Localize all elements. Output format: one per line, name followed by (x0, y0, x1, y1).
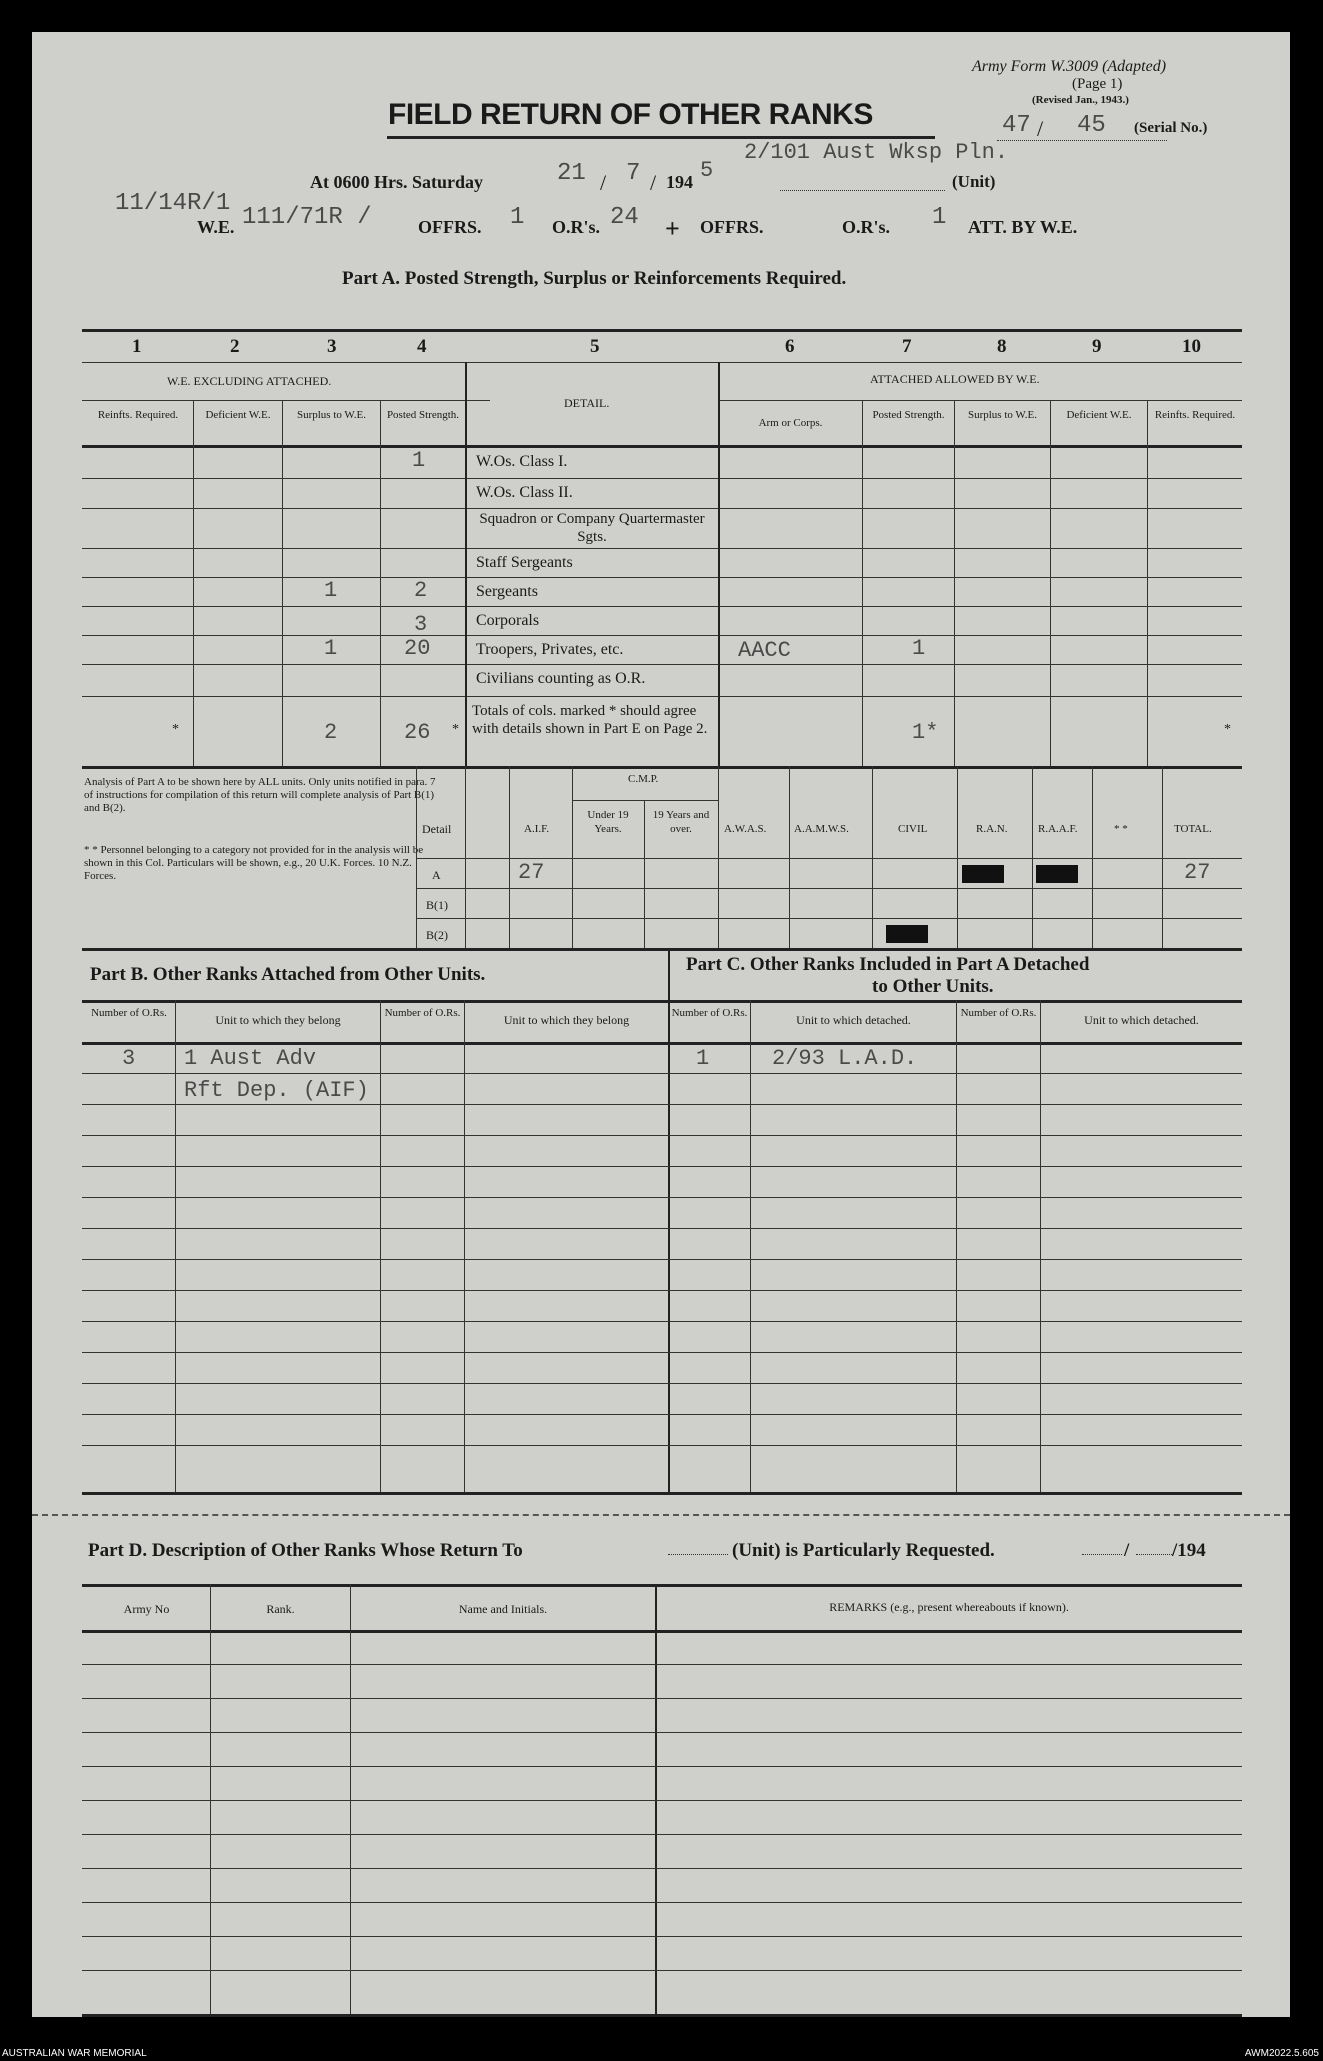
detail-corporals: Corporals (476, 612, 540, 629)
part-a-title: Part A. Posted Strength, Surplus or Reinforcements Required. (342, 268, 847, 289)
group-we-excluding: W.E. EXCLUDING ATTACHED. (167, 374, 332, 388)
part-b-row1-unit: 1 Aust Adv (184, 1046, 317, 1071)
part-c-col-unit-2: Unit to which detached. (1084, 1013, 1199, 1027)
detail-qm-sgts: Squadron or Company Quartermaster Sgts. (479, 511, 705, 545)
ors2-label: O.R's. (842, 217, 891, 237)
part-b-row2-unit: Rft Dep. (AIF) (184, 1078, 369, 1103)
we-value: 111/71R / (242, 204, 372, 231)
date-year-typed: 5 (700, 158, 714, 183)
part-c-title: Part C. Other Ranks Included in Part A Detached (686, 954, 1090, 975)
part-c-row1-number: 1 (696, 1046, 710, 1071)
at-line: At 0600 Hrs. Saturday (310, 172, 484, 192)
part-d-year: /194 (1172, 1540, 1206, 1561)
footer-right: AWM2022.5.605 (1244, 2048, 1319, 2059)
title-underline (387, 136, 935, 139)
form-number: Army Form W.3009 (Adapted) (972, 58, 1167, 75)
we-label: W.E. (197, 217, 235, 237)
totals-star-1: * (172, 722, 179, 737)
form-sheet: Army Form W.3009 (Adapted) (Page 1) (Revised Jan., 1943.) FIELD RETURN OF OTHER RANKS 47 / 45 (Serial No.) 2/101 Aust Wksp Pln. (Unit) At 0600 Hrs. Saturday 21 / 7 / 194 5 11/14R/1 W.E. 111/71R / OFFRS. 1 O.R's. 24 + OFFRS. O.R's. 1 ATT. BY W.E. Part A. Posted Strength, Surplus or Reinforcements Required. 1 2 3 4 5 6 7 8 9 10 W.E. EXCLUDING ATTACHED. ATTACHED ALLOWED BY W.E. DETAIL. Reinfts. Required. Deficient W.E. Surplus to W.E. Posted Strength. Arm or Corps. Posted Strength. Surplus to W.E. Deficient W.E. Reinfts. Required. W.Os. Class I. 1 W.Os. Class II. Squadron or Company Quartermaster Sgts. Staff Sergeants Sergeants 1 2 Corporals 3 Troopers, Privates, etc. 1 20 AACC 1 Civilians counting as O.R. Totals of cols. marked * should agree with details shown in Part E on Page 2. * 2 26 * 1* * Analysis of Part A to be shown here by ALL units. Only units notified in para. 7 of instructions for compilation of this return will complete analysis of Part B(1) and B(2). * * Personnel belonging to a category not provided for in the analysis will be shown in this Col. Particulars will be shown, e.g., 20 U.K. Forces. 10 N.Z. Forces. Detail A.I.F. C.M.P. Under 19 Years. 19 Years and over. A.W.A.S. A.A.M.W.S. CIVIL R.A.N. R.A.A.F. * * TOTAL. A B(1) B(2) 27 27 Part B. Other Ranks Attached from Other Units. Part C. Other Ranks Included in Part A Detached to Other Units. Number of O.Rs. Unit to which they belong Number of O.Rs. Unit to which they belong Number of O.Rs. Unit to which detached. Number of O.Rs. Unit to which detached. 3 1 Aust Adv Rft Dep. (AIF) 1 2/93 L.A.D. Part D. Description of Other Ranks Whose Return To (Unit) is Particularly Requested. / /194 Army No Rank. Name and Initials. REMARKS (e.g., present whereabouts if known). (32, 32, 1290, 2017)
totals-surplus: 2 (324, 720, 338, 745)
part-c-title-2: to Other Units. (872, 976, 994, 997)
surplus-troopers: 1 (324, 636, 338, 661)
analysis-stars: * * (1114, 823, 1128, 835)
ors-label: O.R's. (552, 217, 601, 237)
analysis-row-b2: B(2) (426, 928, 448, 942)
analysis-note: Analysis of Part A to be shown here by ALL units. Only units notified in para. 7 of instructions for compilation of this return will complete analysis of Part B(1) and B(2). (84, 776, 436, 814)
arm-corps-troopers: AACC (738, 638, 791, 663)
part-b-col-number-1: Number of O.Rs. (91, 1007, 167, 1019)
part-b-row1-number: 3 (122, 1046, 136, 1071)
revised-date: (Revised Jan., 1943.) (1032, 94, 1129, 106)
att-label: ATT. BY W.E. (968, 217, 1078, 237)
col-number-6: 6 (785, 336, 795, 357)
ors-value: 24 (610, 204, 639, 231)
analysis-ran: R.A.N. (976, 823, 1008, 835)
redaction-raaf (1036, 865, 1078, 883)
group-attached: ATTACHED ALLOWED BY W.E. (870, 372, 1040, 386)
analysis-aif: A.I.F. (524, 823, 550, 835)
part-b-col-number-2: Number of O.Rs. (384, 1007, 461, 1019)
redaction-ran (962, 865, 1004, 883)
unit-typed: 2/101 Aust Wksp Pln. (744, 140, 1009, 165)
col-number-2: 2 (230, 336, 240, 357)
col-number-10: 10 (1182, 336, 1201, 357)
posted-att-troopers: 1 (912, 636, 926, 661)
col-number-7: 7 (902, 336, 912, 357)
analysis-civil: CIVIL (898, 823, 928, 835)
part-c-col-number-2: Number of O.Rs. (960, 1007, 1037, 1019)
redaction-civil (886, 925, 928, 943)
col-header-posted: Posted Strength. (386, 409, 460, 421)
serial-value-1: 47 (1002, 112, 1031, 139)
detail-wo-class-1: W.Os. Class I. (476, 453, 568, 470)
detail-totals: Totals of cols. marked * should agree with details shown in Part E on Page 2. (472, 703, 708, 737)
posted-troopers: 20 (404, 636, 431, 661)
detail-wo-class-2: W.Os. Class II. (476, 484, 573, 501)
analysis-raaf: R.A.A.F. (1038, 823, 1078, 835)
part-b-col-unit-2: Unit to which they belong (503, 1013, 630, 1027)
detail-troopers: Troopers, Privates, etc. (476, 641, 624, 658)
date-year-print: 194 (666, 172, 693, 192)
page-title: FIELD RETURN OF OTHER RANKS (388, 98, 873, 131)
surplus-sergeants: 1 (324, 578, 338, 603)
analysis-detail-label: Detail (422, 822, 452, 836)
analysis-a-total-value: 27 (1184, 860, 1211, 885)
part-c-row1-unit: 2/93 L.A.D. (772, 1046, 918, 1071)
plus-sign: + (665, 214, 680, 243)
col-number-1: 1 (132, 336, 142, 357)
col-header-surplus-att: Surplus to W.E. (967, 409, 1038, 421)
posted-corporals: 3 (414, 612, 428, 637)
offrs2-label: OFFRS. (700, 217, 764, 237)
footer-left: AUSTRALIAN WAR MEMORIAL (2, 2048, 147, 2059)
totals-star-10: * (1224, 722, 1231, 737)
col-number-9: 9 (1092, 336, 1102, 357)
detail-civilians: Civilians counting as O.R. (476, 670, 646, 687)
part-b-title: Part B. Other Ranks Attached from Other Units. (90, 964, 486, 985)
analysis-cmp: C.M.P. (628, 773, 659, 785)
posted-sergeants: 2 (414, 578, 428, 603)
unit-label: (Unit) (952, 172, 996, 191)
date-day: 21 (557, 160, 586, 187)
serial-line (997, 140, 1167, 141)
detail-header: DETAIL. (564, 396, 610, 410)
part-d-col-rank: Rank. (266, 1602, 295, 1616)
col-header-deficient: Deficient W.E. (205, 409, 271, 421)
perforation-line (32, 1514, 1290, 1516)
part-d-title-mid: (Unit) is Particularly Requested. (732, 1540, 995, 1561)
analysis-row-a: A (432, 868, 441, 882)
detail-sergeants: Sergeants (476, 583, 538, 600)
part-d-date-sep: / (1124, 1540, 1130, 1561)
date-month: 7 (626, 160, 641, 187)
col-number-5: 5 (590, 336, 600, 357)
analysis-a-aif-value: 27 (518, 860, 545, 885)
part-c-col-number-1: Number of O.Rs. (671, 1007, 748, 1019)
ors2-value: 1 (932, 204, 947, 231)
col-number-8: 8 (997, 336, 1007, 357)
margin-reference: 11/14R/1 (115, 190, 231, 217)
offrs-label: OFFRS. (418, 217, 482, 237)
detail-staff-sergeants: Staff Sergeants (476, 554, 573, 571)
part-d-title: Part D. Description of Other Ranks Whose Return To (88, 1540, 523, 1561)
col-number-4: 4 (417, 336, 427, 357)
page-number: (Page 1) (1072, 76, 1123, 92)
analysis-note-2: * * Personnel belonging to a category not provided for in the analysis will be shown in this Col. Particulars will be shown, e.g., 20 U.K. Forces. 10 N.Z. Forces. (84, 844, 424, 882)
col-number-3: 3 (327, 336, 337, 357)
analysis-under19: Under 19 Years. (587, 809, 629, 835)
offrs-value: 1 (510, 204, 525, 231)
col-header-reinfts-att: Reinfts. Required. (1154, 409, 1236, 421)
analysis-awas: A.W.A.S. (724, 823, 767, 835)
analysis-row-b1: B(1) (426, 898, 448, 912)
col-header-surplus: Surplus to W.E. (296, 409, 367, 421)
totals-posted-att: 1* (912, 720, 939, 745)
unit-line (780, 190, 945, 191)
posted-wo-class-1: 1 (412, 448, 426, 473)
analysis-aamws: A.A.M.W.S. (794, 823, 849, 835)
totals-star-4: * (452, 722, 459, 737)
serial-value-2: 45 (1077, 112, 1106, 139)
col-header-posted-att: Posted Strength. (872, 409, 945, 421)
part-c-col-unit-1: Unit to which detached. (796, 1013, 911, 1027)
part-d-col-army-no: Army No (123, 1602, 170, 1616)
part-d-col-remarks: REMARKS (e.g., present whereabouts if known). (829, 1600, 1069, 1614)
col-header-deficient-att: Deficient W.E. (1066, 409, 1132, 421)
part-d-col-name: Name and Initials. (458, 1602, 548, 1616)
col-header-reinfts: Reinfts. Required. (97, 409, 179, 421)
part-b-col-unit-1: Unit to which they belong (215, 1013, 341, 1027)
col-header-arm-corps: Arm or Corps. (758, 417, 823, 429)
analysis-total: TOTAL. (1174, 823, 1212, 835)
analysis-over19: 19 Years and over. (652, 809, 710, 835)
serial-label: (Serial No.) (1134, 120, 1208, 136)
totals-posted: 26 (404, 720, 431, 745)
